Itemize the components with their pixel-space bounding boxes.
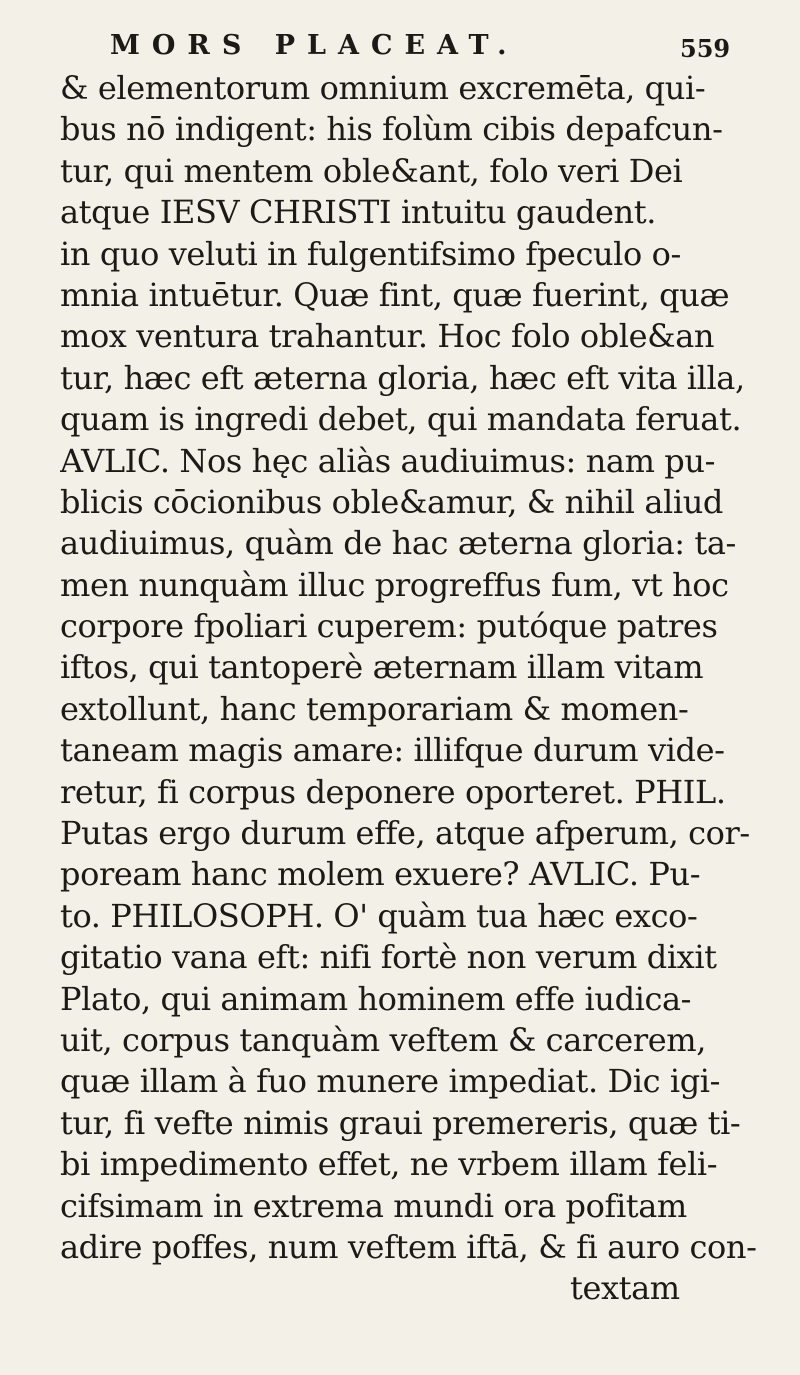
text-line: iftos, qui tantoperè æternam illam vitam (60, 648, 704, 687)
text-line: gitatio vana eft: nifi fortè non verum dixit (60, 938, 717, 977)
text-line: taneam magis amare: illifque durum vide- (60, 731, 725, 770)
text-line: tur, hæc eft æterna gloria, hæc eft vita illa, (60, 358, 745, 397)
body-text (60, 68, 760, 1310)
text-line: Plato, qui animam hominem effe iudica- (60, 979, 692, 1018)
text-line: bus nō indigent: his folùm cibis depafcun- (60, 110, 723, 149)
text-line: cifsimam in extrema mundi ora pofitam (60, 1186, 687, 1225)
running-head: MORS PLACEAT. (110, 30, 519, 61)
text-line: to. PHILOSOPH. O' quàm tua hæc exco- (60, 896, 698, 935)
text-line: AVLIC. Nos hęc aliàs audiuimus: nam pu- (60, 441, 716, 480)
text-line: Putas ergo durum effe, atque afperum, cor- (60, 814, 750, 853)
text-line: audiuimus, quàm de hac æterna gloria: ta- (60, 524, 736, 563)
text-line: tur, qui mentem oble&ant, folo veri Dei (60, 151, 683, 190)
text-line: corpore fpoliari cuperem: putóque patres (60, 607, 718, 646)
page-header (0, 30, 800, 64)
text-line: atque IESV CHRISTI intuitu gaudent. (60, 193, 656, 232)
text-line: adire poffes, num veftem iftā, & fi auro con- (60, 1227, 757, 1266)
text-line: mox ventura trahantur. Hoc folo oble&an (60, 317, 715, 356)
text-line: quam is ingredi debet, qui mandata feruat. (60, 400, 742, 439)
page-number: 559 (680, 34, 731, 63)
text-line: men nunquàm illuc progreffus fum, vt hoc (60, 565, 729, 604)
text-line: poream hanc molem exuere? AVLIC. Pu- (60, 855, 701, 894)
text-line: extollunt, hanc temporariam & momen- (60, 689, 689, 728)
text-line: blicis cōcionibus oble&amur, & nihil aliud (60, 482, 723, 521)
text-line: mnia intuētur. Quæ fint, quæ fuerint, quæ (60, 275, 730, 314)
text-line: quæ illam à fuo munere impediat. Dic igi- (60, 1062, 721, 1101)
text-line: retur, fi corpus deponere oporteret. PHIL. (60, 772, 726, 811)
text-line: tur, fi vefte nimis graui premereris, quæ ti- (60, 1103, 741, 1142)
catchword: textam (570, 1269, 680, 1308)
text-line: & elementorum omnium excremēta, qui- (60, 69, 706, 107)
text-line: uit, corpus tanquàm veftem & carcerem, (60, 1020, 706, 1059)
text-line: in quo veluti in fulgentifsimo fpeculo o- (60, 234, 681, 273)
text-line: bi impedimento effet, ne vrbem illam feli- (60, 1145, 718, 1184)
